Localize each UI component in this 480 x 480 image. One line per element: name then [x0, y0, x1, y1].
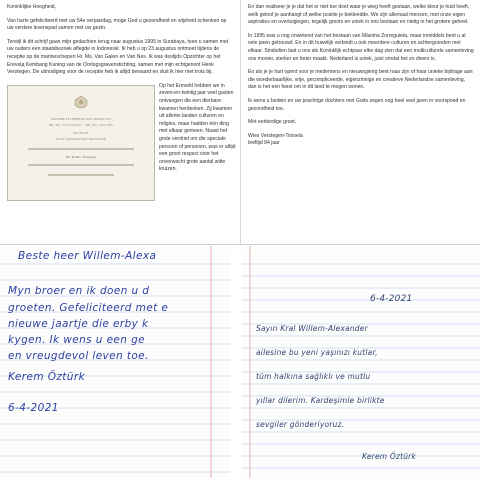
handwritten-date: 6-4-2021: [8, 402, 59, 414]
invitation-block: [7, 83, 234, 205]
handwritten-line: ailesine bu yeni yaşınızı kutlar,: [256, 348, 378, 357]
invitation-card-image: [7, 85, 155, 201]
invitation-rule: [28, 164, 134, 166]
lined-paper-background: [0, 246, 230, 478]
handwritten-line: yıllar dilerim. Kardeşimle birlikte: [256, 396, 385, 405]
letter-left-column: [7, 4, 234, 205]
handwritten-line: nieuwe jaartje die erby k: [8, 318, 149, 330]
letter-paragraph: Terwijl ik dit schrijf gaan mijn gedachten terug naar augustus 1995 in Surabaya, toen u samen met uw ouders een staatsbezoek aflegde in Indonesië. Ik heb u op 23 augustus ontmoet tijdens de receptie op de marineschepen Hr. Ms. Van Galen en Van Nes. Ik was destijds Opzichter op het Erevelд Kembang Kuning van de Oorlogsgravenstichting, samen met mijn echtgenoot Henk Verstegen. De uitnodiging voor de receptie heb ik altijd bewaard en sluit ik hier met trots bij.: [7, 38, 229, 76]
handwritten-line: tüm halkına sağlıklı ve mutlu: [256, 372, 371, 381]
letter-wrap-paragraph: Op het Ereveld hebben we in zeven-en-twintig jaar veel gasten ontvangen die een dierbare kwamen herdenken. Zij kwamen uit allerlei landen culturen en religies, maar hadden één ding met elkaar gemeen. Naast het grote verdriet om die speciale persoon of personen, was er altijd een groot respect voor het onverwacht grote aantal witte kruizen.: [159, 82, 236, 173]
handwritten-line: groeten. Gefeliciteerd met e: [8, 302, 169, 314]
handwritten-signature: Kerem Öztürk: [362, 452, 417, 461]
handwritten-line: kygen. Ik wens u een ge: [8, 334, 146, 346]
invitation-line: RECEPTIE: [73, 130, 89, 135]
handwritten-card-dutch: [0, 246, 230, 478]
invitation-guest-name: Mr. & Mrs. Verstegen: [65, 154, 97, 159]
handwritten-date: 6-4-2021: [370, 294, 413, 304]
invitation-line: ZIJNE KONINKLIJKE HOOGHEID: [55, 136, 107, 141]
letter-paragraph: Van harte gefeliciteerd met uw 54e verjaardag, moge God u gezondheid en wijsheid schenken op uw verdere levenspad samen met uw gezin.: [7, 17, 227, 32]
letter-right-column: [248, 4, 474, 148]
signature-name: Wies Verstegen-Tinisela: [248, 132, 303, 139]
letter-paragraph: En als je je hart opent voor je medemens en nieuwsgierig bent naar zijn of haar unieke bijdrage aan die wonderbaarlijke, vrije, gecompliceerde, eigenzinnige en creatieve Nederlandse samenleving, dan is het een feest om in dit land te mogen wonen.: [248, 69, 473, 91]
letter-greeting: Koninklijke Hoogheid,: [7, 4, 56, 10]
letter-closing: Met eerbiedige groet,: [248, 119, 297, 126]
handwritten-line: en vreugdevol leven toe.: [8, 350, 149, 362]
handwritten-card-turkish: [242, 246, 480, 478]
royal-crest-icon: [72, 94, 90, 112]
lined-paper-background: [242, 246, 480, 478]
column-divider: [240, 0, 241, 244]
letter-paragraph: In 1995 was u nog onwetend van het bestaan van Máxima Zorreguieta, maar inmiddels bent u al vele jaren getrouwd. En in dit huwelijk verbindt u ook meerdere culturen en achtergronden met elkaar. Sindsdien laat u ons als Koninklijk echtpaar elke dag zien dat een multiculturele samenleving ons mooier, sterker en beter maakt. Nederland is uniek, juist omdat het zo divers is.: [248, 32, 474, 62]
invitation-line: HR. MS. VAN GALEN — HR. MS. VAN NES: [49, 122, 113, 127]
signature-age: leeftijd 84 jaar: [248, 140, 280, 147]
letter-paragraph: Ik wens u beiden en uw prachtige dochters met Gods zegen nog heel veel jaren in voorspoed en gezondheid toe.: [248, 97, 466, 112]
handwritten-line: Myn broer en ik doen u d: [8, 285, 150, 297]
handwritten-line: Beste heer Willem-Alexa: [18, 250, 157, 262]
handwritten-line: sevgiler gönderiyoruz.: [256, 420, 345, 429]
letter-signature-block: [248, 119, 474, 148]
section-separator: [0, 244, 480, 245]
letter-paragraph: En dan realiseer je je dat het er niet toe doet waar je wieg heeft gestaan, welke kleur je huid heeft, welk geloof je aanhangt of welke positie je bekleedde. We zijn allemaal mensen, met onze eigen aspiraties en overtuigingen, tegelijk groots en uniek in ons bestaan en nietig in het grotere geheel.: [248, 4, 470, 26]
handwritten-signature: Kerem Öztürk: [8, 371, 86, 383]
invitation-rule: [48, 174, 114, 176]
handwritten-line: Sayın Kral Willem-Alexander: [256, 324, 368, 333]
invitation-rule: [28, 148, 134, 150]
invitation-line: OPPERBEVELHEBBER DER ZEEMACHT: [50, 116, 112, 121]
